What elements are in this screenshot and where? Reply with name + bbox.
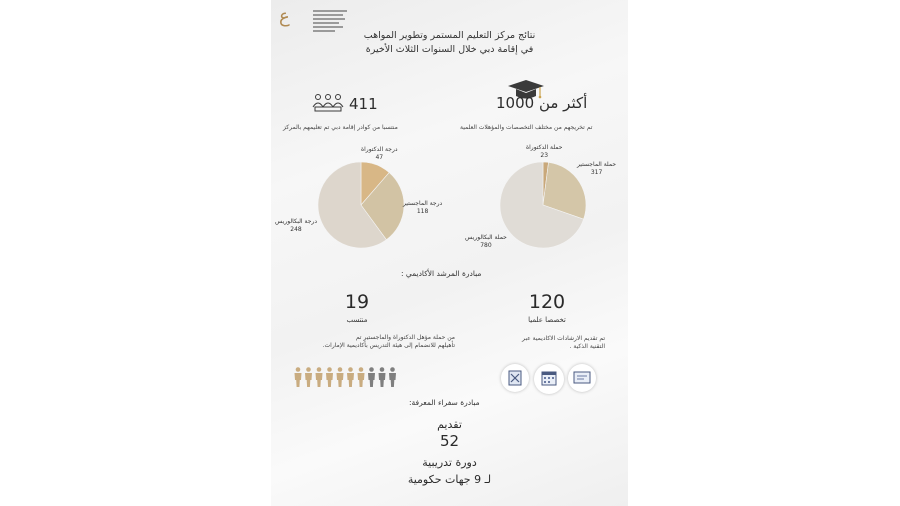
ambassadors-line1: تقديم (437, 418, 462, 431)
person-body (358, 373, 365, 387)
person-body (347, 373, 354, 387)
pie2-label-masters: درجة الماجستير 118 (403, 200, 443, 215)
person-body (379, 373, 386, 387)
person-head (317, 367, 322, 372)
mentor-section-title: مبادرة المرشد الأكاديمي : (401, 269, 482, 278)
person-body (389, 373, 396, 387)
ambassadors-section-title: مبادرة سفراء المعرفة: (409, 398, 480, 407)
person-head (380, 367, 385, 372)
person-body (295, 373, 302, 387)
mentor-members-label: منتسب (346, 316, 368, 324)
ambassadors-courses-count: 52 (439, 432, 460, 450)
pie2-label-bachelors: درجة البكالوريس 248 (275, 218, 317, 233)
person-body (337, 373, 344, 387)
pie1-label-phd: حملة الدكتوراة 23 (526, 144, 563, 159)
mentor-specialties-note: تم تقديم الارشادات الاكاديمية عبر التقنية الذكية . (522, 335, 605, 350)
person-head (296, 367, 301, 372)
document-tools-icon (501, 364, 529, 392)
mentor-members-note: من حملة مؤهل الدكتوراة والماجستير تم تأهيلهم للانضمام إلى هيئة التدريس بأكاديمية الإمارات. (322, 334, 455, 349)
logo-emblem-icon: ع (279, 6, 290, 27)
staff-caption: منتسبا من كوادر إقامة دبي تم تعليمهم بالمركز (283, 124, 398, 131)
person-body (368, 373, 375, 387)
person-head (338, 367, 343, 372)
person-head (327, 367, 332, 372)
person-head (359, 367, 364, 372)
presentation-screen-icon (568, 364, 596, 392)
pie1-label-bachelors: حملة البكالوريس 780 (465, 234, 507, 249)
person-head (390, 367, 395, 372)
person-head (369, 367, 374, 372)
page-title-line2: في إقامة دبي خلال السنوات الثلاث الأخيرة (365, 44, 534, 55)
pie1-label-masters: حملة الماجستير 317 (577, 161, 617, 176)
person-body (305, 373, 312, 387)
mentor-specialties-count: 120 (528, 291, 566, 313)
calendar-icon (534, 364, 564, 394)
pie-charts-area (271, 140, 628, 260)
page-title-line1: نتائج مركز التعليم المستمر وتطوير المواهب (363, 30, 536, 41)
infographic-poster (271, 0, 628, 506)
ambassadors-line4: لـ 9 جهات حكومية (407, 473, 492, 486)
pie2-label-phd: درجة الدكتوراة 47 (361, 146, 398, 161)
organization-logo (279, 6, 349, 32)
people-row-icon (293, 366, 401, 388)
ambassadors-line3: دورة تدريبية (422, 456, 477, 469)
graduates-count: أكثر من 1000 (496, 94, 588, 112)
person-head (306, 367, 311, 372)
graduates-caption: تم تخريجهم من مختلف التخصصات والمؤهلات العلمية (460, 124, 593, 131)
mentor-members-count: 19 (344, 291, 370, 313)
people-group-icon (311, 93, 345, 113)
mentor-specialties-label: تخصصا علميا (528, 316, 566, 324)
person-body (326, 373, 333, 387)
person-body (316, 373, 323, 387)
staff-count: 411 (349, 95, 378, 113)
person-head (348, 367, 353, 372)
